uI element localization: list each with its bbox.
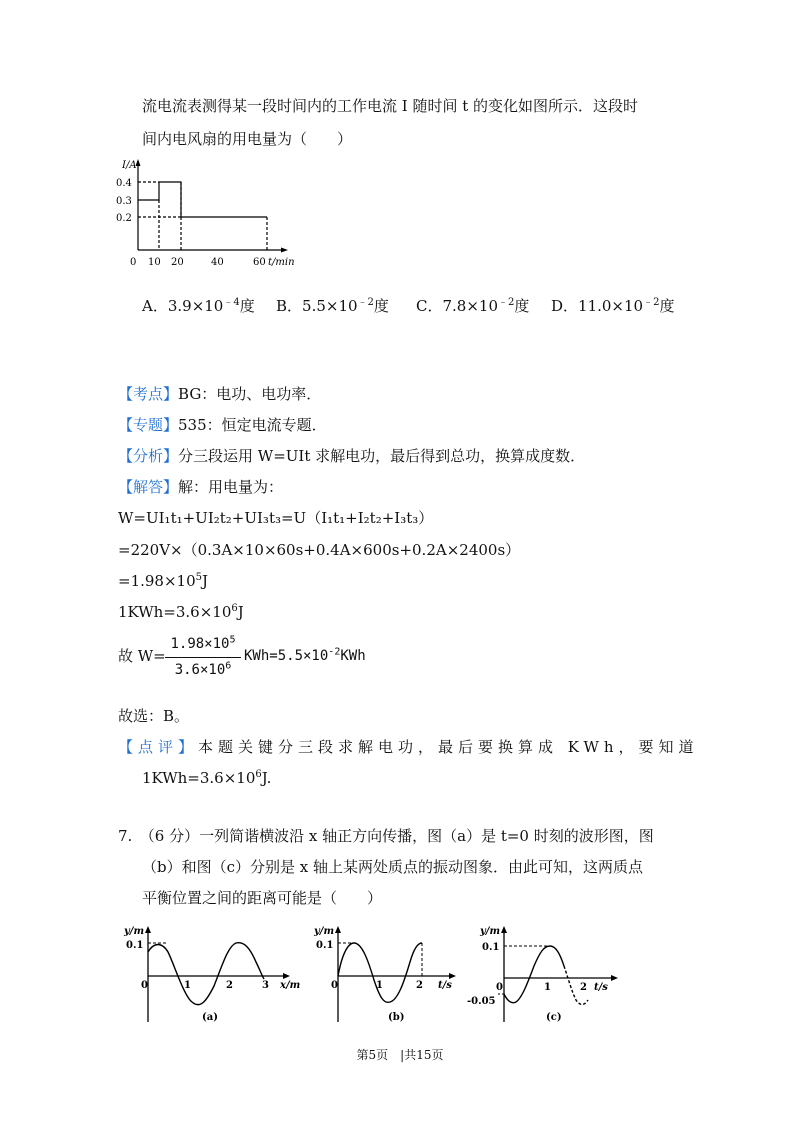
q6-stem-line1: 流电流表测得某一段时间内的工作电流 I 随时间 t 的变化如图所示．这段时 bbox=[142, 97, 639, 115]
page-footer: 第5页 |共15页 bbox=[356, 1048, 444, 1062]
equation-3: $=1.98\times 10^5J$ bbox=[118, 572, 209, 590]
dianping-row bbox=[118, 737, 699, 757]
fig-c-xtick-1: 1 bbox=[544, 982, 551, 993]
graph-y-axis-label: I/A bbox=[122, 160, 137, 171]
q7-stem-line1: 7. （6 分）一列简谐横波沿 x 轴正方向传播，图（a）是 t=0 时刻的波形图，图 bbox=[118, 827, 654, 845]
x-tick-60: 60 bbox=[253, 257, 266, 268]
fig-b-caption: (b) bbox=[388, 1012, 405, 1023]
fig-c-ytick-neg: -0.05 bbox=[467, 996, 496, 1007]
fig-c-ytick: 0.1 bbox=[482, 942, 500, 953]
q7-stem-line2: （b）和图（c）分别是 x 轴上某两处质点的振动图象．由此可知，这两质点 bbox=[142, 858, 644, 876]
y-tick-0-3: 0.3 bbox=[116, 196, 132, 207]
jieda-row bbox=[118, 477, 283, 497]
fig-c-xtick-0: 0 bbox=[496, 982, 503, 993]
option-a[interactable]: A．$3.9\times 10^{﹣4}$度 bbox=[142, 297, 255, 315]
fig-b-ylabel: y/m bbox=[314, 926, 335, 937]
jieda-tag: 【解答】 bbox=[118, 478, 179, 496]
option-b[interactable]: B．$5.5\times 10^{﹣2}$度 bbox=[276, 297, 389, 315]
option-c[interactable]: C．$7.8\times 10^{﹣2}$度 bbox=[416, 297, 530, 315]
x-tick-20: 20 bbox=[171, 257, 184, 268]
fenxi-row bbox=[118, 446, 585, 466]
y-tick-0-2: 0.2 bbox=[116, 213, 132, 224]
x-tick-10: 10 bbox=[148, 257, 161, 268]
equation-2: =220V×（0.3A×10×60s+0.4A×600s+0.2A×2400s） bbox=[118, 541, 521, 559]
jieda-text: 解：用电量为： bbox=[178, 478, 284, 496]
kaodian-row bbox=[118, 384, 321, 404]
vibration-figure-c bbox=[466, 924, 636, 1024]
wave-figure-a bbox=[122, 924, 310, 1024]
fig-b-ytick: 0.1 bbox=[316, 940, 334, 951]
fraction-bar bbox=[165, 657, 241, 658]
equation-4: $1KWh=3.6\times 10^6J$ bbox=[118, 603, 244, 621]
fig-c-xtick-2: 2 bbox=[580, 982, 587, 993]
kaodian-text: BG：电功、电功率． bbox=[178, 385, 322, 403]
fig-a-xtick-0: 0 bbox=[141, 980, 148, 991]
zhuanti-text: 535：恒定电流专题． bbox=[178, 416, 327, 434]
kaodian-tag: 【考点】 bbox=[118, 385, 179, 403]
fig-c-caption: (c) bbox=[546, 1012, 562, 1023]
equation-5-numerator: $1.98\times 10^5$ bbox=[170, 634, 236, 652]
answer-choice: 故选：B。 bbox=[118, 707, 190, 725]
fig-a-xtick-2: 2 bbox=[226, 980, 233, 991]
dianping-text: 本题关键分三段求解电功，最后要换算成 KWh，要知道 bbox=[198, 738, 699, 756]
dianping-tag: 【点评】 bbox=[118, 738, 199, 756]
equation-5-result: $KWh=5.5\times 10^{-2}KWh$ bbox=[244, 646, 366, 664]
vibration-figure-b bbox=[312, 924, 472, 1024]
option-d[interactable]: D．$11.0\times 10^{﹣2}$度 bbox=[551, 297, 675, 315]
y-tick-0-4: 0.4 bbox=[116, 178, 132, 189]
equation-5-prefix: 故 W= bbox=[118, 647, 166, 665]
q7-stem-line3: 平衡位置之间的距离可能是（ ） bbox=[142, 889, 383, 907]
fig-a-caption: (a) bbox=[202, 1012, 218, 1023]
fig-a-ytick: 0.1 bbox=[126, 940, 144, 951]
q6-stem-line2: 间内电风扇的用电量为（ ） bbox=[142, 130, 353, 148]
fig-b-xtick-1: 1 bbox=[376, 980, 383, 991]
fig-c-xlabel: t/s bbox=[594, 982, 608, 993]
zhuanti-tag: 【专题】 bbox=[118, 416, 179, 434]
fenxi-tag: 【分析】 bbox=[118, 447, 179, 465]
fig-a-xtick-3: 3 bbox=[262, 980, 269, 991]
fig-c-ylabel: y/m bbox=[480, 926, 501, 937]
current-time-graph bbox=[112, 158, 312, 270]
dianping-line2: $1KWh=3.6\times 10^6J$. bbox=[142, 769, 272, 787]
fenxi-text: 分三段运用 W=UIt 求解电功，最后得到总功，换算成度数． bbox=[178, 447, 586, 465]
x-tick-40: 40 bbox=[211, 257, 224, 268]
fig-b-xtick-0: 0 bbox=[331, 980, 338, 991]
equation-5-denominator: $3.6\times 10^6$ bbox=[174, 660, 232, 678]
fig-a-ylabel: y/m bbox=[124, 926, 145, 937]
fig-b-xtick-2: 2 bbox=[416, 980, 423, 991]
fig-b-xlabel: t/s bbox=[438, 980, 452, 991]
fig-a-xlabel: x/m bbox=[280, 980, 301, 991]
fig-a-xtick-1: 1 bbox=[184, 980, 191, 991]
x-tick-0: 0 bbox=[130, 257, 137, 268]
graph-x-axis-label: t/min bbox=[268, 257, 295, 268]
equation-1: W=UI₁t₁+UI₂t₂+UI₃t₃=U（I₁t₁+I₂t₂+I₃t₃） bbox=[118, 509, 434, 527]
zhuanti-row bbox=[118, 415, 327, 435]
